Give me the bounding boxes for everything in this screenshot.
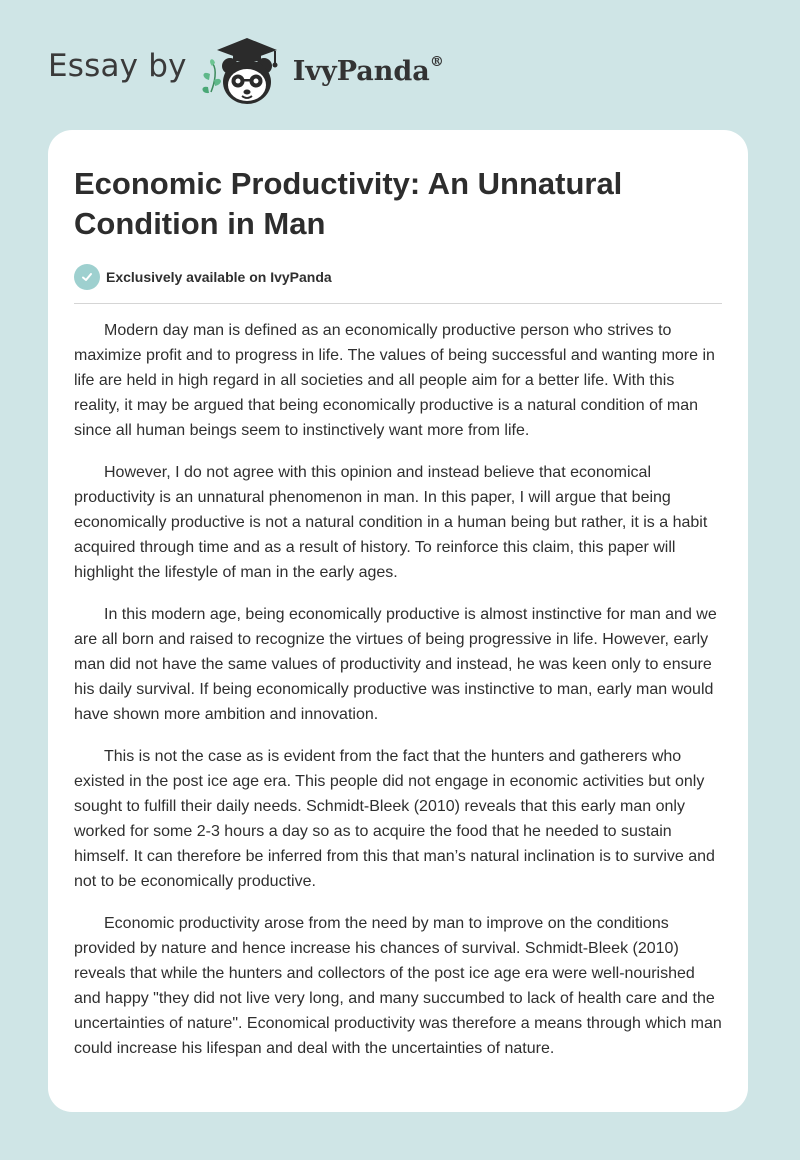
- paragraph: In this modern age, being economically productive is almost instinctive for man and we are all born and raised to recognize the virtues of being progressive in life. However, early man did not have the same values of productivity and instead, he was keen only to ensure his daily survival. If being economically productive was instinctive to man, early man would have shown more ambition and innovation.: [74, 606, 717, 723]
- article-body: [74, 318, 724, 1078]
- ivy-leaf-icon: [202, 59, 220, 93]
- paragraph: Modern day man is defined as an economically productive person who strives to maximize profit and to progress in life. The values of being successful and wanting more in life are held in high regard in all societies and all people aim for a better life. With this reality, it may be argued that being economically productive is a natural condition of man since all human beings seem to instinctively want more from life.: [74, 322, 715, 439]
- brand-label: IvyPanda: [292, 55, 430, 87]
- panda-logo-icon[interactable]: [197, 30, 287, 110]
- paragraph: However, I do not agree with this opinion and instead believe that economical productivity is an unnatural phenomenon in man. In this paper, I will argue that being economically productive is not a natural condition in a human being but rather, it is a habit acquired through time and as a result of history. To reinforce this claim, this paper will highlight the lifestyle of man in the early ages.: [74, 464, 708, 581]
- check-icon: [74, 264, 100, 290]
- registered-mark: ®: [429, 53, 444, 70]
- paragraph: Economic productivity arose from the need by man to improve on the conditions provided by nature and hence increase his chances of survival. Schmidt-Bleek (2010) reveals that while the hunters and collectors of the post ice age era were well-nourished and happy "they did not live very long, and many succumbed to lack of health care and the uncertainties of nature". Economical productivity was therefore a means through which man could increase his lifespan and deal with the uncertainties of nature.: [74, 915, 722, 1057]
- exclusive-badge: [74, 264, 332, 290]
- divider: [74, 303, 722, 304]
- site-header: [48, 30, 444, 110]
- essay-by-label: Essay by: [48, 48, 187, 84]
- brand-name[interactable]: [292, 53, 444, 87]
- exclusive-label: Exclusively available on IvyPanda: [106, 269, 332, 285]
- paragraph: This is not the case as is evident from the fact that the hunters and gatherers who existed in the post ice age era. This people did not engage in economic activities but only sought to fulfill their daily needs. Schmidt-Bleek (2010) reveals that this early man only worked for some 2-3 hours a day so as to acquire the food that he needed to sustain himself. It can therefore be inferred from this that man’s natural inclination is to survive and not to be economically productive.: [74, 748, 715, 890]
- article-title: Economic Productivity: An Unnatural Condition in Man: [74, 166, 623, 241]
- article-card: [48, 130, 748, 1112]
